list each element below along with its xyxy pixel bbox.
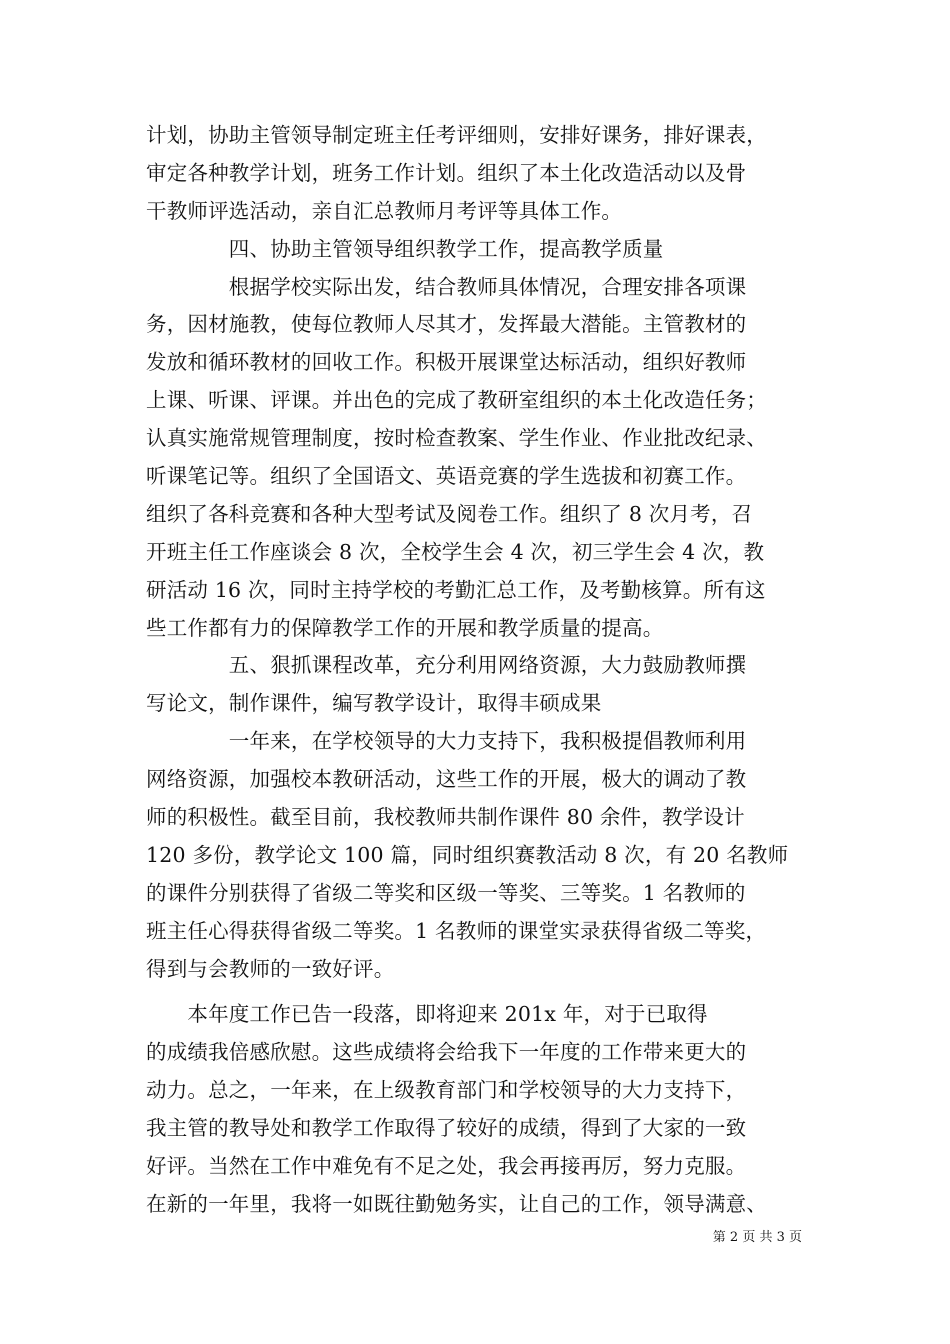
text-line: 开班主任工作座谈会 8 次，全校学生会 4 次，初三学生会 4 次，教 [146,539,765,564]
text-line: 审定各种教学计划，班务工作计划。组织了本土化改造活动以及骨 [146,160,747,185]
text-line: 师的积极性。截至目前，我校教师共制作课件 80 余件，教学设计 [146,805,745,830]
text-line: 动力。总之，一年来，在上级教育部门和学校领导的大力支持下， [146,1078,747,1103]
text-line: 网络资源，加强校本教研活动，这些工作的开展，极大的调动了教 [146,767,747,792]
text-line: 干教师评选活动，亲自汇总教师月考评等具体工作。 [146,198,623,223]
text-line: 的课件分别获得了省级二等奖和区级一等奖、三等奖。1 名教师的 [146,880,746,905]
text-line: 好评。当然在工作中难免有不足之处，我会再接再厉，努力克服。 [146,1154,747,1179]
text-line: 本年度工作已告一段落，即将迎来 201x 年，对于已取得 [146,1002,708,1027]
text-line: 组织了各科竞赛和各种大型考试及阅卷工作。组织了 8 次月考，召 [146,501,753,526]
text-line: 听课笔记等。组织了全国语文、英语竞赛的学生选拔和初赛工作。 [146,464,747,489]
text-line: 务，因材施教，使每位教师人尽其才，发挥最大潜能。主管教材的 [146,312,747,337]
text-line: 班主任心得获得省级二等奖。1 名教师的课堂实录获得省级二等奖， [146,918,767,943]
section-heading-5-cont: 写论文，制作课件，编写教学设计，取得丰硕成果 [146,691,602,716]
text-line: 根据学校实际出发，结合教师具体情况，合理安排各项课 [146,274,747,299]
page-number: 第 2 页 共 3 页 [712,1230,802,1245]
text-line: 在新的一年里，我将一如既往勤勉务实，让自己的工作，领导满意、 [146,1191,767,1216]
text-line: 得到与会教师的一致好评。 [146,956,395,981]
section-heading-4: 四、协助主管领导组织教学工作，提高教学质量 [146,236,664,261]
text-line: 认真实施常规管理制度，按时检查教案、学生作业、作业批改纪录、 [146,426,767,451]
text-line: 些工作都有力的保障教学工作的开展和教学质量的提高。 [146,615,664,640]
text-line: 的成绩我倍感欣慰。这些成绩将会给我下一年度的工作带来更大的 [146,1040,747,1065]
text-line: 发放和循环教材的回收工作。积极开展课堂达标活动，组织好教师 [146,350,747,375]
body-text [146,117,826,1224]
text-line: 120 多份，教学论文 100 篇，同时组织赛教活动 8 次，有 20 名教师 [146,842,789,867]
text-line: 我主管的教导处和教学工作取得了较好的成绩，得到了大家的一致 [146,1116,747,1141]
section-heading-5: 五、狠抓课程改革，充分利用网络资源，大力鼓励教师撰 [146,653,747,678]
text-line: 一年来，在学校领导的大力支持下，我积极提倡教师利用 [146,729,747,754]
text-line: 研活动 16 次，同时主持学校的考勤汇总工作，及考勤核算。所有这 [146,577,766,602]
text-line: 计划，协助主管领导制定班主任考评细则，安排好课务，排好课表， [146,123,767,147]
text-line: 上课、听课、评课。并出色的完成了教研室组织的本土化改造任务； [146,388,767,413]
